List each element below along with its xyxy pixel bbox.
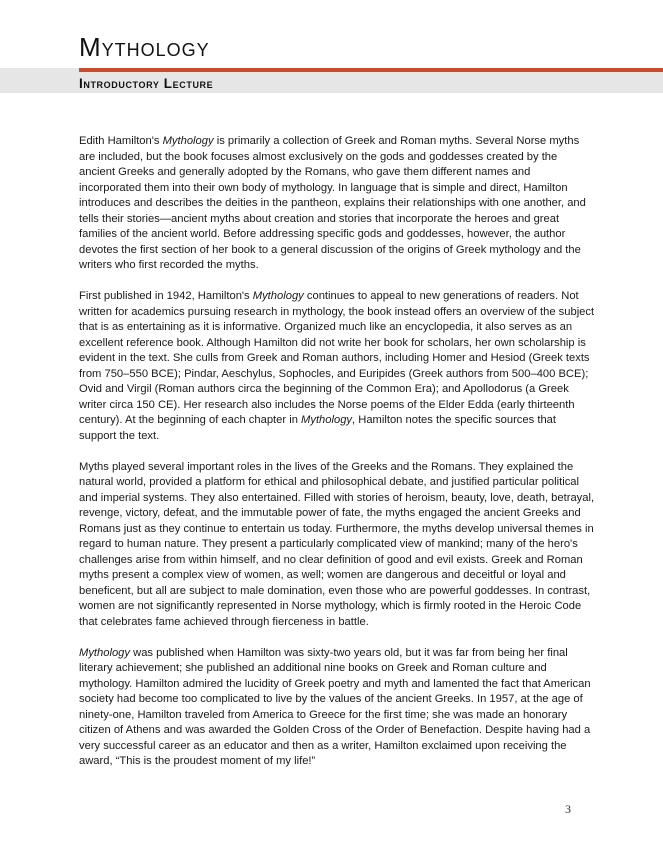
text-run: First published in 1942, Hamilton's: [79, 290, 253, 302]
text-run: Edith Hamilton's: [79, 135, 163, 147]
lecture-body: [79, 134, 595, 785]
text-run: Myths played several important roles in the lives of the Greeks and the Romans. They explained the natural world, provided a platform for ethical and philosophical debate, and justified particular political and imperial systems. They also entertained. Filled with stories of heroism, beauty, love, death, betrayal, revenge, victory, defeat, and the immutable power of fate, the myths engaged the ancient Greeks and Romans just as they continue to entertain us today. Furthermore, the myths develop universal themes in regard to human nature. They present a particularly complicated view of mankind; many of the hero's challenges arise from within himself, and no clear definition of good and evil exists. Greek and Roman myths present a complex view of women, as well; women are dangerous and deceitful or loyal and beneficent, but all are subject to male domination, even those who are powerful goddesses. In contrast, women are not significantly represented in Norse mythology, which is firmly rooted in the Heroic Code that celebrates fame achieved through fierceness in battle.: [79, 460, 595, 628]
text-run: , Hamilton notes the specific sources that support the text.: [79, 414, 556, 442]
book-title-italic: Mythology: [301, 414, 353, 426]
text-run: was published when Hamilton was sixty-two years old, but it was far from being her final literary achievement; she published an additional nine books on Greek and Roman culture and mythology. Hamilton admired the lucidity of Greek poetry and myth and lamented the fact that American society had become too complicated to live by the values of the ancient Greeks. In 1957, at the age of ninety-one, Hamilton traveled from America to Greece for the first time; she was made an honorary citizen of Athens and was awarded the Golden Cross of the Order of Benefaction. Despite having had a very successful career as an educator and then as a writer, Hamilton exclaimed upon receiving the award, “This is the proudest moment of my life!”: [79, 646, 591, 767]
book-title-italic: Mythology: [252, 290, 304, 302]
paragraph-4: [79, 646, 595, 770]
paragraph-1: [79, 134, 595, 274]
header-rule: [79, 68, 663, 72]
page-number: 3: [565, 802, 571, 816]
text-run: is primarily a collection of Greek and Roman myths. Several Norse myths are included, but the book focuses almost exclusively on the gods and goddesses created by the ancient Greeks and generally adopted by the Romans, who gave them different names and incorporated them into their own body of mythology. In language that is simple and direct, Hamilton introduces and describes the deities in the pantheon, explains their relationships with one another, and tells their stories—ancient myths about creation and stories that incorporate the heroes and great families of the ancient world. Before addressing specific gods and goddesses, however, the author devotes the first section of her book to a general discussion of the origins of Greek mythology and the writers who first recorded the myths.: [79, 135, 586, 271]
book-title-italic: Mythology: [79, 646, 130, 659]
paragraph-2: [79, 289, 595, 444]
page-subtitle: Introductory Lecture: [79, 76, 214, 91]
book-title-italic: Mythology: [162, 135, 214, 147]
text-run: continues to appeal to new generations of readers. Not written for academics pursuing research in mythology, the book instead offers an overview of the subject that is as entertaining as it is informative. Organized much like an encyclopedia, it also serves as an excellent reference book. Although Hamilton did not write her book for scholars, her own scholarship is evident in the text. She culls from Greek and Roman authors, including Homer and Hesiod (Greek texts from 750–550 BCE); Pindar, Aeschylus, Sophocles, and Euripides (Greek authors from 500–400 BCE); Ovid and Virgil (Roman authors circa the beginning of the Common Era); and Apollodorus (a Greek writer circa 150 CE). Her research also includes the Norse poems of the Elder Edda (early thirteenth century). At the beginning of each chapter in: [79, 290, 595, 426]
paragraph-3: [79, 460, 595, 631]
page-title: Mythology: [79, 32, 210, 62]
